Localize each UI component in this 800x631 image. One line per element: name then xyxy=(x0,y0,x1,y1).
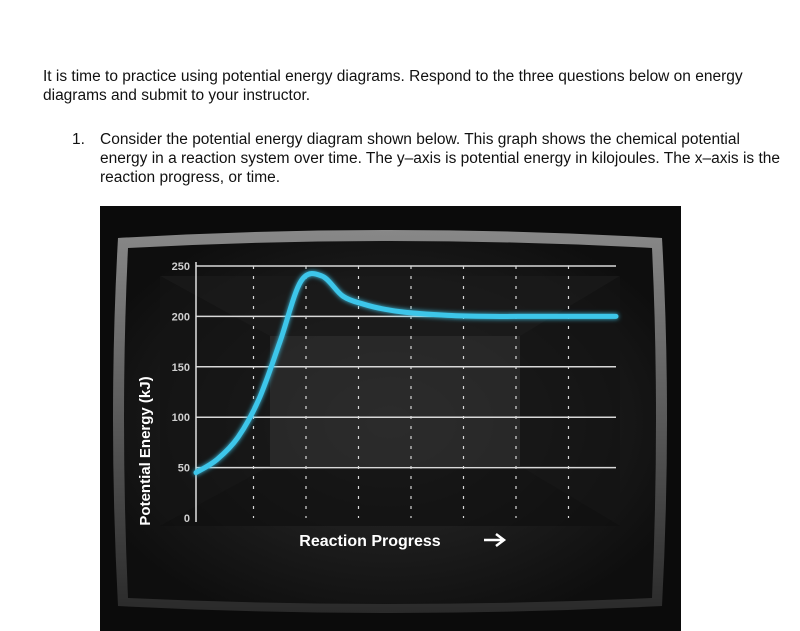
y-axis-label: Potential Energy (kJ) xyxy=(137,376,154,526)
y-tick-label: 0 xyxy=(183,513,190,525)
y-tick-label: 250 xyxy=(171,261,190,273)
question-text: Consider the potential energy diagram shown below. This graph shows the chemical potential energy in a reaction system over time. The y–axis is potential energy in kilojoules. The x–axis is the reaction progress, or time. xyxy=(100,131,781,186)
chart-svg xyxy=(100,206,681,631)
y-tick-label: 200 xyxy=(171,311,190,324)
y-tick-label: 150 xyxy=(171,361,190,374)
y-tick-label: 100 xyxy=(171,412,190,425)
potential-energy-diagram xyxy=(100,206,681,631)
question-number: 1. xyxy=(72,131,85,148)
y-tick-label: 50 xyxy=(177,462,190,475)
intro-paragraph: It is time to practice using potential energy diagrams. Respond to the three questions below on energy diagrams and submit to your instructor. xyxy=(43,68,743,104)
x-axis-label: Reaction Progress xyxy=(299,533,441,550)
